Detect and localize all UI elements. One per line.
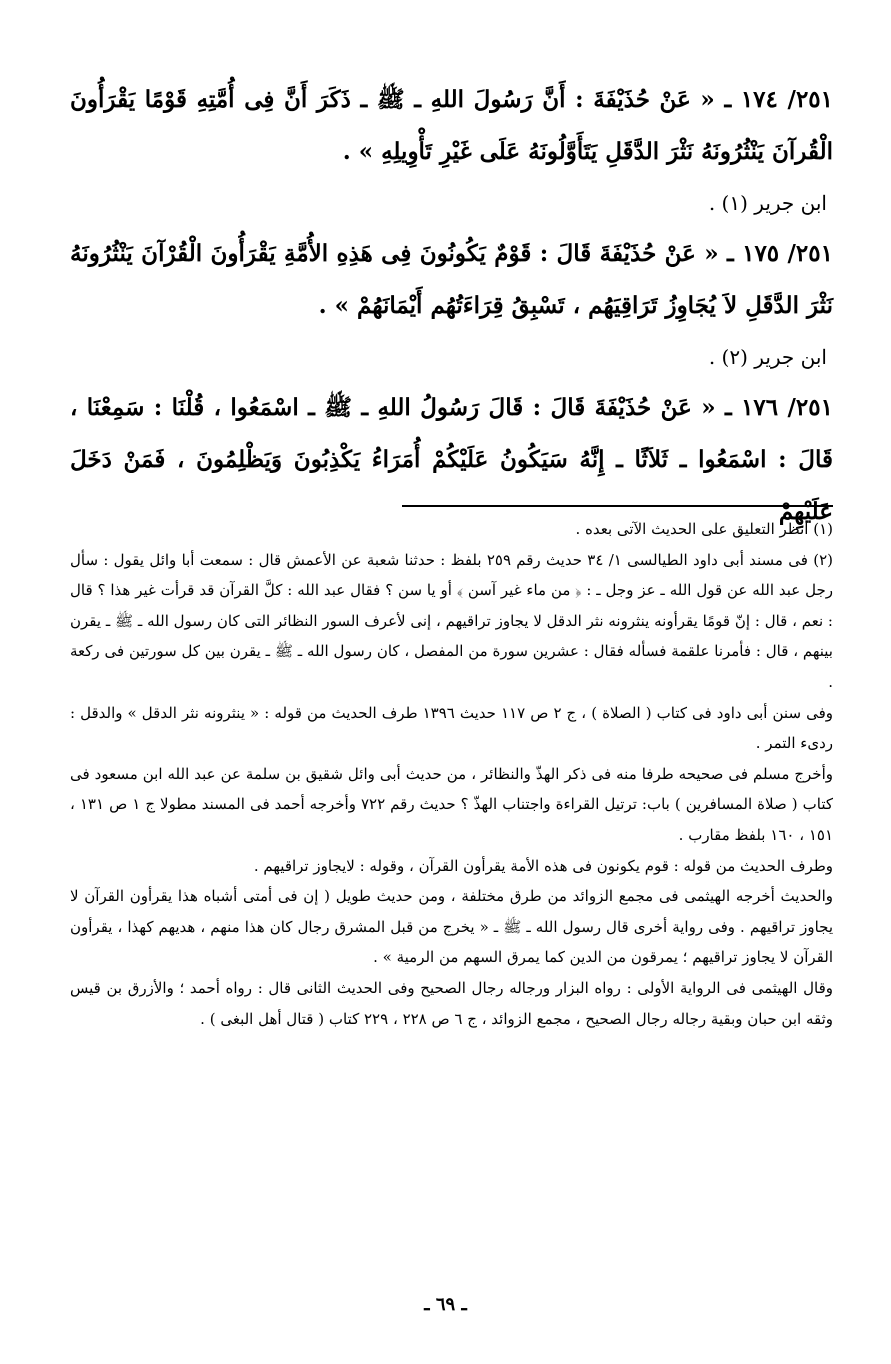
footnote-2-haythami-said: وقال الهيثمى فى الرواية الأولى : رواه البزار ورجاله رجال الصحيح وفى الحديث الثانى قال : رواه أحمد ؛ والأزرق بن قيس وثقه ابن حبان وبقية رجاله رجال الصحيح ، مجمع الزوائد ، ج ٦ ص ٢٢٨ ، ٢٢٩ كتاب ( قتال أهل البغى ) . [70,978,833,1028]
footnote-2-haythami: والحديث أخرجه الهيثمى فى مجمع الزوائد من طرق مختلفة ، ومن حديث طويل ( إن فى أمتى أشباه هذا يقرأون القرآن لا يجاوز تراقيهم . وفى رواية أخرى قال رسول الله ـ ﷺ ـ « يخرج من قبل المشرق رجال كان هذا منهم ، هديهم كهذا ، يقرأون القرآن لا يجاوز تراقيهم ؛ يمرقون من الدين كما يمرق السهم من الرمية » . [70,887,833,967]
page-number: ـ ٦٩ ـ [424,1294,467,1315]
footnote-2-muslim: وأخرج مسلم فى صحيحه طرفا منه فى ذكر الهذّ والنظائر ، من حديث أبى وائل شقيق بن سلمة عن عبد الله ابن مسعود فى كتاب ( صلاة المسافرين ) باب: ترتيل القراءة واجتناب الهذّ ؟ حديث رقم ٧٢٢ وأخرجه أحمد فى المسند مطولا ج ١ ص ١٣١ ، ١٥١ ، ١٦٠ بلفظ مقارب . [70,764,834,844]
footnote-2-tarf: وطرف الحديث من قوله : قوم يكونون فى هذه الأمة يقرأون القرآن ، وقوله : لايجاوز تراقيهم . [253,856,833,875]
hadith-174: ٢٥١/ ١٧٤ ـ « عَنْ حُذَيْفَةَ : أَنَّ رَسُولَ اللهِ ـ ﷺ ـ ذَكَرَ أَنَّ فِى أُمَّتِهِ قَوْمًا يَقْرَأُونَ الْقُرآنَ يَنْثُرُونَهُ نَثْرَ الدَّقَلِ يَتَأَوَّلُونَهُ عَلَى غَيْرِ تَأْوِيلِهِ » . [70,86,833,165]
hadith-175-source: ابن جرير (٢) . [708,345,827,369]
footnote-separator [402,505,833,507]
footnote-2: (٢) فى مسند أبى داود الطيالسى ١/ ٣٤ حديث رقم ٢٥٩ بلفظ : حدثنا شعبة عن الأعمش قال : سمعت أبا وائل يقول : سأل رجل عبد الله عن قول الله ـ عز وجل ـ : ﴿ من ماء غير آسن ﴾ أو يا سن ؟ فقال عبد الله : كلَّ القرآن قد قرأت غير هذا ؟ قال : نعم ، قال : إنّ قومًا يقرأونه ينثرونه نثر الدقل لا يجاوز تراقيهم ، إنى لأعرف السور النظائر التى كان رسول الله ـ ﷺ ـ يقرن بينهم ، قال : فأمرنا علقمة فسأله فقال : عشرين سورة من المفصل ، كان رسول الله ـ ﷺ ـ يقرن بين كل سورتين فى ركعة . [70,550,833,691]
hadith-175: ٢٥١/ ١٧٥ ـ « عَنْ حُذَيْفَةَ قَالَ : قَوْمٌ يَكُونُونَ فِى هَذِهِ الأُمَّةِ يَقْرَأُونَ الْقُرْآنَ يَنْثُرُونَهُ نَثْرَ الدَّقَلِ لاَ يُجَاوِزُ تَرَاقِيَهُم ، تَسْبِقُ قِرَاءَتُهُم أَيْمَانَهُمْ » . [70,240,833,319]
footnotes [70,514,833,1034]
main-text [70,74,833,538]
hadith-174-source: ابن جرير (١) . [708,191,827,215]
footnote-1: (١) انظر التعليق على الحديث الآتى بعده . [575,520,833,538]
hadith-176: ٢٥١/ ١٧٦ ـ « عَنْ حُذَيْفَةَ قَالَ : قَالَ رَسُولُ اللهِ ـ ﷺ ـ اسْمَعُوا ، قُلْنَا : سَمِعْنَا ، قَالَ : اسْمَعُوا ـ ثَلاَثًا ـ إِنَّهُ سَيَكُونُ عَلَيْكُمْ أُمَرَاءُ يَكْذِبُونَ وَيَظْلِمُونَ ، فَمَنْ دَخَلَ عَلَيْهِمْ [70,394,833,525]
footnote-2-abu-dawud: وفى سنن أبى داود فى كتاب ( الصلاة ) ، ج ٢ ص ١١٧ حديث ١٣٩٦ طرف الحديث من قوله : « ينثرونه نثر الدقل » والدقل : ردىء التمر . [70,703,834,753]
